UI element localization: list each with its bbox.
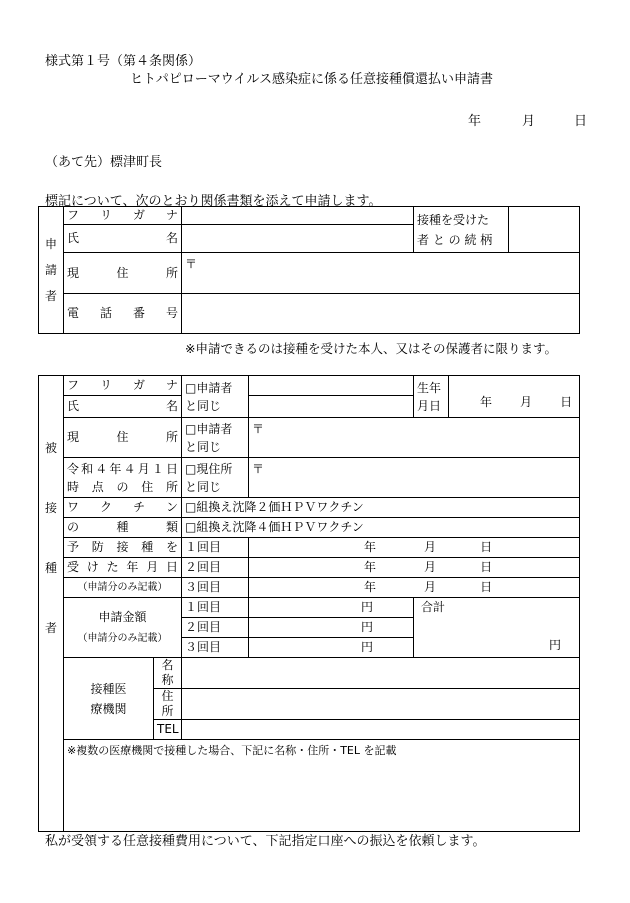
amount-dose-1-label: １回目: [182, 598, 249, 618]
amount-dose-3-field[interactable]: 円: [249, 638, 414, 658]
vaccine-type-label-2: の 種 類: [64, 518, 182, 538]
total-yen: 円: [549, 638, 562, 652]
vaccinee-table: [38, 375, 580, 832]
date-year: 年: [468, 114, 482, 129]
multi-clinic-note: ※複数の医療機関で接種した場合、下記に名称・住所・TEL を記載: [67, 744, 397, 757]
vaccinee-ref-address-label: 令和４年４月１日 時 点 の 住 所: [64, 458, 182, 498]
applicant-furigana-field[interactable]: [182, 207, 414, 225]
applicant-address-field[interactable]: [182, 253, 580, 294]
date-month: 月: [522, 114, 536, 129]
dose-1-date-field[interactable]: 年 月 日: [249, 538, 580, 558]
applicant-furigana-label: フ リ ガ ナ: [64, 207, 182, 225]
vaccination-date-label-2: 受 け た 年 月 日: [64, 558, 182, 578]
amount-label: 申請金額 （申請分のみ記載）: [64, 598, 182, 658]
vaccinee-address-label: 現 住 所: [64, 418, 182, 458]
clinic-address-field[interactable]: [182, 689, 580, 720]
intro-text: 標記について、次のとおり関係書類を添えて申請します。: [45, 194, 382, 209]
postal-mark: 〒: [185, 257, 198, 271]
vaccinee-ref-same-as-current[interactable]: □現住所 と同じ: [182, 458, 249, 498]
form-number: 様式第１号（第４条関係）: [45, 54, 202, 69]
clinic-label: 接種医 療機関: [64, 658, 154, 740]
amount-dose-3-label: ３回目: [182, 638, 249, 658]
vaccine-option-4valent[interactable]: □組換え沈降４価ＨＰＶワクチン: [182, 518, 580, 538]
vaccination-date-label-3: （申請分のみ記載）: [64, 578, 182, 598]
vaccinee-section-label: 被 接 種 者: [39, 376, 64, 832]
applicant-phone-label: 電 話 番 号: [64, 294, 182, 334]
dose-2-date-field[interactable]: 年 月 日: [249, 558, 580, 578]
vaccinee-ref-address-field[interactable]: 〒: [249, 458, 580, 498]
clinic-tel-field[interactable]: [182, 720, 580, 740]
dose-3-date-field[interactable]: 年 月 日: [249, 578, 580, 598]
clinic-name-field[interactable]: [182, 658, 580, 689]
amount-dose-1-field[interactable]: 円: [249, 598, 414, 618]
page-title: ヒトパピローマウイルス感染症に係る任意接種償還払い申請書: [130, 72, 493, 87]
dose-2-label: ２回目: [182, 558, 249, 578]
vaccinee-furigana-field[interactable]: [249, 376, 414, 396]
vaccinee-address-same-as-applicant[interactable]: □申請者 と同じ: [182, 418, 249, 458]
vaccination-date-label-1: 予 防 接 種 を: [64, 538, 182, 558]
applicant-address-label: 現 住 所: [64, 253, 182, 294]
amount-total-field[interactable]: [414, 598, 580, 658]
vaccinee-birth-label: 生年 月日: [414, 376, 449, 418]
applicant-phone-field[interactable]: [182, 294, 580, 334]
date-day: 日: [574, 114, 588, 129]
applicant-relation-label: 接種を受けた 者 と の 続 柄: [414, 207, 509, 253]
clinic-name-label: 名称: [154, 658, 182, 689]
applicant-name-field[interactable]: [182, 225, 414, 253]
amount-dose-2-field[interactable]: 円: [249, 618, 414, 638]
multi-clinic-field[interactable]: [64, 740, 580, 832]
vaccinee-address-field[interactable]: 〒: [249, 418, 580, 458]
addressee: （あて先）標津町長: [45, 155, 163, 170]
vaccinee-name-field[interactable]: [249, 396, 414, 418]
applicant-table: [38, 206, 580, 334]
closing-text: 私が受領する任意接種費用について、下記指定口座への振込を依頼します。: [45, 834, 486, 849]
applicant-name-label: 氏 名: [64, 225, 182, 253]
clinic-tel-label: TEL: [154, 720, 182, 740]
amount-dose-2-label: ２回目: [182, 618, 249, 638]
vaccinee-furigana-label: フ リ ガ ナ: [64, 376, 182, 396]
dose-1-label: １回目: [182, 538, 249, 558]
clinic-address-label: 住所: [154, 689, 182, 720]
vaccinee-birth-field[interactable]: 年 月 日: [449, 376, 580, 418]
total-label: 合計: [421, 600, 446, 614]
vaccinee-name-label: 氏 名: [64, 396, 182, 418]
vaccine-option-2valent[interactable]: □組換え沈降２価ＨＰＶワクチン: [182, 498, 580, 518]
applicant-section-label: 申 請 者: [39, 207, 64, 334]
applicant-relation-field[interactable]: [509, 207, 580, 253]
vaccine-type-label-1: ワ ク チ ン: [64, 498, 182, 518]
applicant-note: ※申請できるのは接種を受けた本人、又はその保護者に限ります。: [185, 341, 557, 356]
dose-3-label: ３回目: [182, 578, 249, 598]
vaccinee-same-as-applicant[interactable]: □申請者 と同じ: [182, 376, 249, 418]
